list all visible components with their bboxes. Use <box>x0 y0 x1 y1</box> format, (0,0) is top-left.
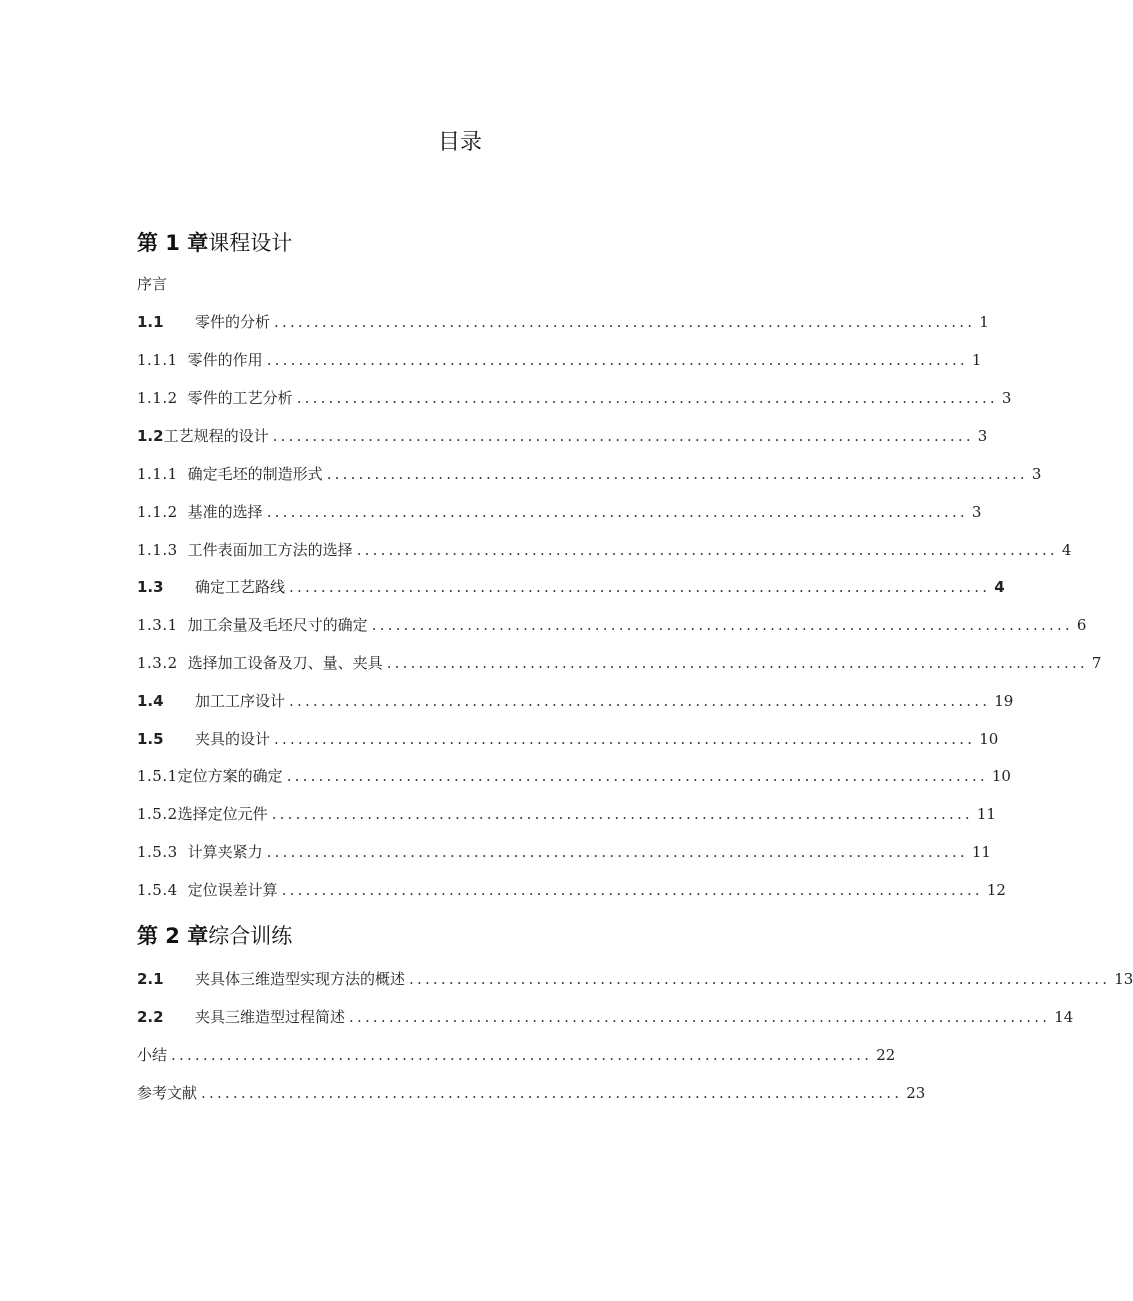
toc-entry-leader: ........................................................................................ <box>274 730 976 748</box>
toc-entry-page: 7 <box>1091 654 1102 672</box>
toc-entry-leader: ........................................................................................ <box>272 427 974 445</box>
toc-entry-label: 夹具的设计 <box>195 730 271 748</box>
toc-entry-page: 4 <box>1061 541 1072 559</box>
toc-entry[interactable] <box>137 349 982 371</box>
toc-entry-page: 23 <box>906 1084 926 1102</box>
toc-entry-number: 2.1 <box>137 970 164 988</box>
toc-entry-page: 13 <box>1114 970 1133 988</box>
toc-entry-number: 1.5.3 <box>137 843 178 861</box>
toc-entry-leader: ........................................................................................ <box>349 1008 1051 1026</box>
toc-preface[interactable]: 序言 <box>137 275 168 293</box>
toc-entry-page: 11 <box>976 805 996 823</box>
toc-entry-leader: ........................................................................................ <box>266 351 968 369</box>
toc-entry-leader: ........................................................................................ <box>356 541 1058 559</box>
toc-entry-leader: ........................................................................................ <box>289 692 991 710</box>
toc-entry-page: 3 <box>1001 389 1012 407</box>
toc-entry[interactable] <box>137 879 1006 901</box>
toc-entry-leader: ........................................................................................ <box>266 843 968 861</box>
chapter-1-title: 课程设计 <box>208 231 293 255</box>
toc-entry-label: 工艺规程的设计 <box>163 427 269 445</box>
page-title: 目录 <box>437 130 482 155</box>
toc-entry-number: 1.1.2 <box>137 503 178 521</box>
toc-entry-label: 计算夹紧力 <box>187 843 263 861</box>
toc-entry-page: 22 <box>876 1046 896 1064</box>
toc-entry-number: 2.2 <box>137 1008 164 1026</box>
toc-entry-leader: ........................................................................................ <box>271 805 973 823</box>
toc-entry-page: 6 <box>1076 616 1087 634</box>
toc-entry-label: 参考文献 <box>137 1084 198 1102</box>
toc-entry-summary[interactable] <box>137 1044 896 1066</box>
chapter-1-heading <box>137 228 292 258</box>
toc-entry[interactable] <box>137 841 991 863</box>
toc-entry-page: 3 <box>971 503 982 521</box>
toc-entry-label: 加工工序设计 <box>195 692 286 710</box>
toc-entry[interactable] <box>137 539 1072 561</box>
toc-entry-page: 3 <box>1031 465 1042 483</box>
toc-entry-leader: ........................................................................................ <box>386 654 1088 672</box>
toc-entry[interactable] <box>137 968 1133 990</box>
toc-entry-label: 定位误差计算 <box>187 881 278 899</box>
toc-entry-number: 1.1.2 <box>137 389 178 407</box>
toc-entry-references[interactable] <box>137 1082 926 1104</box>
toc-entry-page: 14 <box>1054 1008 1074 1026</box>
toc-entry[interactable] <box>137 728 999 750</box>
toc-entry-page: 11 <box>971 843 991 861</box>
toc-entry[interactable] <box>137 501 982 523</box>
toc-entry-label: 零件的分析 <box>195 313 271 331</box>
toc-entry-leader: ........................................................................................ <box>286 767 988 785</box>
toc-entry-label: 基准的选择 <box>187 503 263 521</box>
toc-entry[interactable] <box>137 387 1012 409</box>
toc-entry[interactable] <box>137 614 1087 636</box>
toc-entry-number: 1.1.1 <box>137 351 178 369</box>
toc-entry-leader: ........................................................................................ <box>296 389 998 407</box>
toc-entry-number: 1.3.2 <box>137 654 178 672</box>
toc-entry-label: 工件表面加工方法的选择 <box>187 541 353 559</box>
toc-entry-label: 选择加工设备及刀、量、夹具 <box>187 654 383 672</box>
toc-entry-leader: ........................................................................................ <box>201 1084 903 1102</box>
toc-entry-label: 零件的作用 <box>187 351 263 369</box>
toc-entry-number: 1.3.1 <box>137 616 178 634</box>
toc-entry-leader: ........................................................................................ <box>266 503 968 521</box>
toc-entry-leader: ........................................................................................ <box>171 1046 873 1064</box>
toc-entry-label: 确定工艺路线 <box>195 578 286 596</box>
toc-entry-page: 10 <box>991 767 1011 785</box>
toc-entry-number: 1.5.4 <box>137 881 178 899</box>
toc-entry-label: 夹具三维造型过程简述 <box>195 1008 346 1026</box>
toc-entry-leader: ........................................................................................ <box>274 313 976 331</box>
toc-entry-leader: ........................................................................................ <box>409 970 1111 988</box>
toc-entry-leader: ........................................................................................ <box>289 578 991 596</box>
toc-entry-number: 1.1 <box>137 313 164 331</box>
toc-entry[interactable] <box>137 311 989 333</box>
toc-entry-page: 4 <box>994 578 1005 596</box>
toc-entry-number: 1.1.1 <box>137 465 178 483</box>
toc-entry[interactable] <box>137 463 1042 485</box>
toc-entry-number: 1.5.2 <box>137 805 178 823</box>
chapter-1-number: 第 1 章 <box>137 231 209 255</box>
toc-entry-leader: ........................................................................................ <box>281 881 983 899</box>
toc-entry-label: 定位方案的确定 <box>177 767 283 785</box>
chapter-2-number: 第 2 章 <box>137 924 209 948</box>
toc-entry-leader: ........................................................................................ <box>371 616 1073 634</box>
toc-entry-label: 零件的工艺分析 <box>187 389 293 407</box>
toc-entry[interactable] <box>137 425 988 447</box>
toc-entry-label: 加工余量及毛坯尺寸的确定 <box>187 616 368 634</box>
chapter-2-title: 综合训练 <box>208 924 293 948</box>
toc-entry-number: 1.5 <box>137 730 164 748</box>
toc-entry-number: 1.2 <box>137 427 164 445</box>
toc-entry-leader: ........................................................................................ <box>326 465 1028 483</box>
toc-entry-number: 1.3 <box>137 578 164 596</box>
toc-entry-label: 确定毛坯的制造形式 <box>187 465 323 483</box>
toc-entry-page: 1 <box>971 351 982 369</box>
toc-entry-page: 1 <box>979 313 989 331</box>
toc-entry[interactable] <box>137 803 996 825</box>
toc-entry-label: 选择定位元件 <box>177 805 268 823</box>
toc-entry[interactable] <box>137 765 1011 787</box>
toc-entry-page: 12 <box>986 881 1006 899</box>
toc-entry-number: 1.5.1 <box>137 767 178 785</box>
toc-entry-page: 19 <box>994 692 1014 710</box>
toc-entry-page: 10 <box>979 730 999 748</box>
chapter-2-heading <box>137 921 292 951</box>
toc-entry-label: 夹具体三维造型实现方法的概述 <box>195 970 406 988</box>
toc-entry-page: 3 <box>977 427 988 445</box>
toc-entry[interactable] <box>137 1006 1074 1028</box>
toc-entry-label: 小结 <box>137 1046 168 1064</box>
toc-entry[interactable] <box>137 576 1005 598</box>
toc-entry[interactable] <box>137 690 1014 712</box>
toc-entry-number: 1.1.3 <box>137 541 178 559</box>
toc-entry[interactable] <box>137 652 1102 674</box>
toc-entry-number: 1.4 <box>137 692 164 710</box>
